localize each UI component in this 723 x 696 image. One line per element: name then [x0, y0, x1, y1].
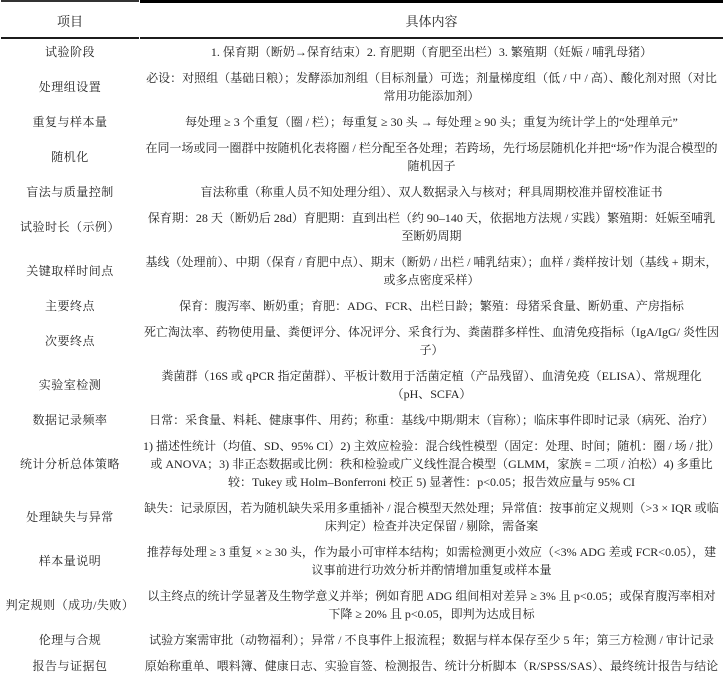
table-row: [1, 65, 723, 109]
row-content: 保育：腹泻率、断奶重；育肥：ADG、FCR、出栏日龄；繁殖：母猪采食量、断奶重、产房指标: [179, 299, 684, 313]
row-item-label: 实验室检测: [38, 378, 102, 392]
row-content: 原始称重单、喂料簿、健康日志、实验盲签、检测报告、统计分析脚本（R/SPSS/SAS）、最终统计报告与结论: [144, 659, 719, 673]
column-header-item: 项目: [1, 0, 139, 39]
row-item-label: 重复与样本量: [32, 115, 108, 129]
row-content: 1. 保育期（断奶→保育结束）2. 育肥期（育肥至出栏）3. 繁殖期（妊娠 / 哺乳母猪）: [210, 45, 653, 59]
row-item-label: 主要终点: [44, 299, 95, 313]
row-item-label: 统计分析总体策略: [19, 457, 120, 471]
row-item-label: 试验阶段: [44, 45, 95, 59]
table-row: [1, 495, 723, 539]
row-item-label: 数据记录频率: [32, 413, 108, 427]
table-row: [1, 539, 723, 583]
table-row: [1, 363, 723, 407]
table-row: [1, 179, 723, 205]
row-item-label: 处理缺失与异常: [26, 510, 114, 524]
row-content: 试验方案需审批（动物福利）；异常 / 不良事件上报流程；数据与样本保存至少 5 年；第三方检测 / 审计记录: [149, 633, 714, 647]
row-item-label: 报告与证据包: [32, 659, 108, 673]
row-item-label: 判定规则（成功/失败）: [5, 598, 135, 612]
row-content: 基线（处理前）、中期（保育 / 育肥中点）、期末（断奶 / 出栏 / 哺乳结束）；血样 / 粪样按计划（基线 + 期末，或多点密度采样）: [145, 255, 718, 287]
row-item-label: 关键取样时间点: [26, 264, 114, 278]
table-row: [1, 109, 723, 135]
table-row: [1, 407, 723, 433]
column-header-content: 具体内容: [140, 0, 723, 39]
table-row: [1, 653, 723, 679]
table-body: [1, 39, 723, 679]
row-item-label: 样本量说明: [38, 554, 102, 568]
table-row: [1, 583, 723, 627]
row-item-label: 试验时长（示例）: [19, 220, 120, 234]
table-row: [1, 39, 723, 65]
row-item-label: 次要终点: [44, 334, 95, 348]
row-content: 缺失：记录原因，若为随机缺失采用多重插补 / 混合模型天然处理；异常值：按事前定义规则（>3 × IQR 或临床判定）检查并决定保留 / 剔除，需备案: [144, 501, 719, 533]
table-row: [1, 135, 723, 179]
table-row: [1, 433, 723, 495]
row-content: 以主终点的统计学显著及生物学意义并举；例如育肥 ADG 组间相对差异 ≥ 3% 且 p<0.05；或保育腹泻率相对下降 ≥ 20% 且 p<0.05，即判为达成目标: [147, 589, 716, 621]
table-row: [1, 293, 723, 319]
row-content: 死亡淘汰率、药物使用量、粪便评分、体况评分、采食行为、粪菌群多样性、血清免疫指标（IgA/IgG/ 炎性因子）: [144, 325, 719, 357]
row-item-label: 伦理与合规: [38, 633, 102, 647]
table-row: [1, 249, 723, 293]
row-content: 保育期：28 天（断奶后 28d）育肥期：直到出栏（约 90–140 天，依据地方法规 / 实践）繁殖期：妊娠至哺乳至断奶周期: [147, 211, 716, 243]
table-row: [1, 319, 723, 363]
row-content: 在同一场或同一圈群中按随机化表将圈 / 栏分配至各处理；若跨场，先行场层随机化并把“场”作为混合模型的随机因子: [145, 141, 718, 173]
row-item-label: 随机化: [51, 150, 89, 164]
table-header: [1, 0, 723, 39]
row-item-label: 处理组设置: [38, 80, 102, 94]
table-row: [1, 627, 723, 653]
row-content: 盲法称重（称重人员不知处理分组）、双人数据录入与核对；秤具周期校准并留校准证书: [200, 185, 663, 199]
row-content: 推荐每处理 ≥ 3 重复 × ≥ 30 头，作为最小可审样本结构；如需检测更小效应（<3% ADG 差或 FCR<0.05），建议事前进行功效分析并酌情增加重复或样本量: [146, 545, 717, 577]
row-content: 1) 描述性统计（均值、SD、95% CI）2) 主效应检验：混合线性模型（固定：处理、时间；随机：圈 / 场 / 批）或 ANOVA；3) 非正态数据或比例：秩和检验或广义线性混合模型（GLMM，家族 = 二项 / 泊松）4) 多重比较：Tukey 或 Holm–Bonferroni 校正 5) 显著性：p<0.05；报告效应量与 95% CI: [143, 439, 720, 489]
row-content: 粪菌群（16S 或 qPCR 指定菌群）、平板计数用于活菌定植（产品残留）、血清免疫（ELISA）、常规理化（pH、SCFA）: [161, 369, 702, 401]
table-row: [1, 205, 723, 249]
row-content: 每处理 ≥ 3 个重复（圈 / 栏）；每重复 ≥ 30 头 → 每处理 ≥ 90 头；重复为统计学上的“处理单元”: [185, 115, 678, 129]
row-content: 日常：采食量、料耗、健康事件、用药；称重：基线/中期/期末（盲称）；临床事件即时记录（病死、治疗）: [149, 413, 714, 427]
row-content: 必设：对照组（基础日粮）；发酵添加剂组（目标剂量）可选；剂量梯度组（低 / 中 / 高）、酸化剂对照（对比常用功能添加剂）: [146, 71, 717, 103]
header-row: [1, 0, 723, 39]
row-item-label: 盲法与质量控制: [26, 185, 114, 199]
